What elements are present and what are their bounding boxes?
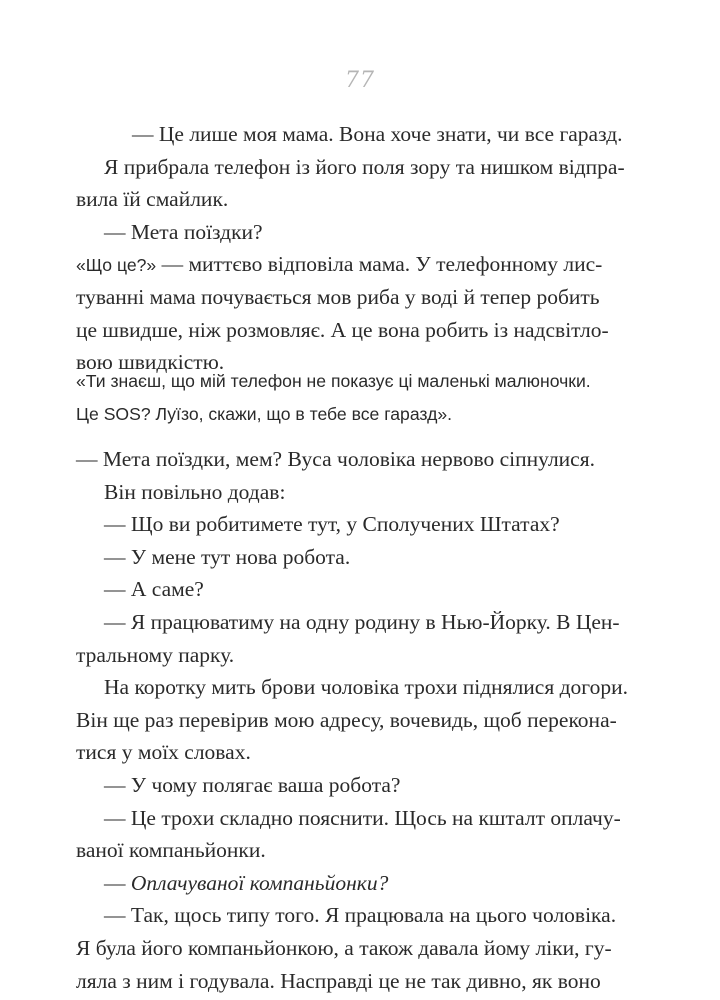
italic-phrase: Оплачуваної компаньйонки? bbox=[130, 870, 389, 895]
text-line: — Я працюватиму на одну родину в Нью-Йорку. В Цен- bbox=[104, 609, 620, 634]
text-message bbox=[76, 365, 676, 430]
page-number: 77 bbox=[345, 68, 375, 93]
text-line: — Мета поїздки, мем? Вуса чоловіка нервово сіпнулися. bbox=[76, 447, 595, 471]
text-line: Я прибрала телефон із його поля зору та нишком відпра- bbox=[104, 154, 625, 179]
text-line: Він повільно додав: bbox=[104, 479, 286, 504]
text-line: — Це трохи складно пояснити. Щось на кшталт оплачу- bbox=[104, 805, 621, 830]
text-line: тральному парку. bbox=[76, 642, 235, 667]
text-block-2 bbox=[76, 443, 628, 997]
text-line: ляла з ним і годувала. Насправді це не так дивно, як воно bbox=[76, 968, 601, 993]
text-line: — А саме? bbox=[104, 577, 204, 602]
text-line: — Мета поїздки? bbox=[104, 219, 263, 244]
text-line: це швидше, ніж розмовляє. А це вона робить із надсвітло- bbox=[76, 317, 609, 342]
text-line: Він ще раз перевірив мою адресу, вочевидь, щоб переконa- bbox=[76, 707, 617, 732]
text-line: туванні мама почувається мов риба у воді й тепер робить bbox=[76, 284, 600, 309]
text-line: — У чому полягає ваша робота? bbox=[104, 772, 401, 797]
text-line: На коротку мить брови чоловіка трохи піднялися догори. bbox=[104, 675, 628, 700]
text-line-with-quote bbox=[76, 248, 616, 281]
text-fragment: — миттєво відповіла мама. У телефонному лис- bbox=[156, 252, 603, 277]
text-line: вою швидкістю. bbox=[76, 350, 225, 375]
text-line: — У мене тут нова робота. bbox=[104, 544, 351, 569]
text-line: — Це лише моя мама. Вона хоче знати, чи все гаразд. bbox=[132, 122, 623, 146]
sms-quote: «Що це?» bbox=[76, 255, 157, 276]
message-line: «Ти знаєш, що мій телефон не показує ці маленькі малюночки. bbox=[76, 371, 591, 391]
text-line: вила їй смайлик. bbox=[76, 187, 229, 212]
dash: — bbox=[104, 870, 131, 895]
text-line: — Так, щось типу того. Я працювала на цього чоловіка. bbox=[104, 903, 617, 928]
text-line: — Що ви робитимете тут, у Сполучених Штатах? bbox=[104, 512, 560, 537]
text-line: Я була його компаньйонкою, а також давала йому ліки, гу- bbox=[76, 935, 612, 960]
text-line: тися у моїх словах. bbox=[76, 740, 251, 765]
text-line-italic bbox=[104, 867, 616, 900]
text-block-1 bbox=[76, 118, 625, 379]
message-line: Це SOS? Луїзо, скажи, що в тебе все гаразд». bbox=[76, 403, 453, 424]
text-line: ваної компаньйонки. bbox=[76, 838, 266, 863]
